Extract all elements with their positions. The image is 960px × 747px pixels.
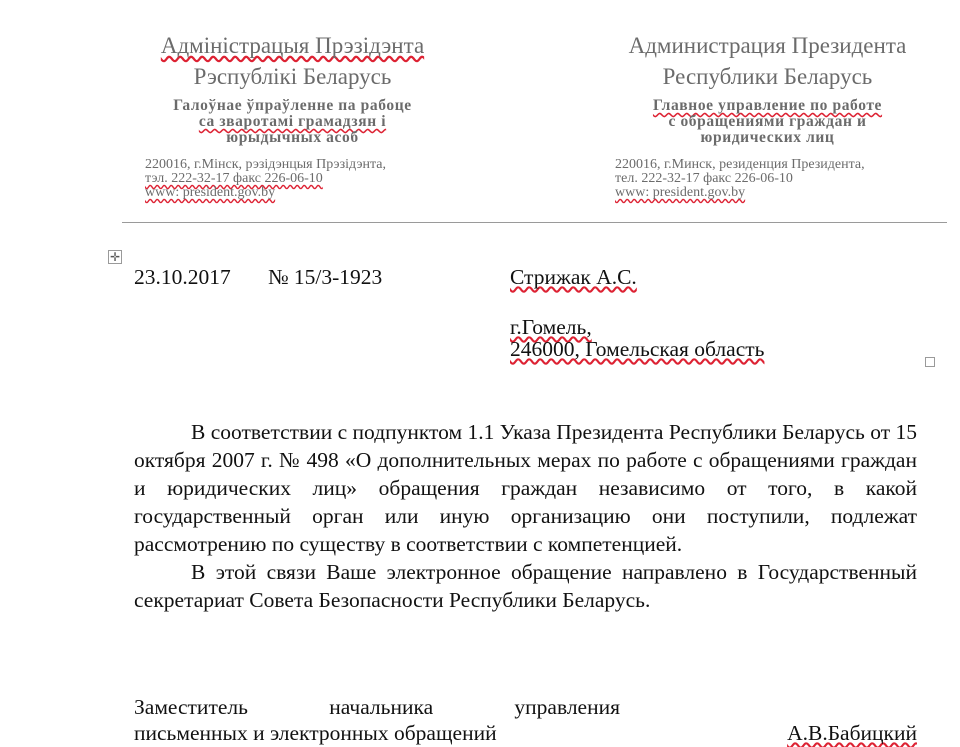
dept-name-by-line2: са зваротамі грамадзян і (198, 113, 387, 130)
org-name-ru-line2: Республики Беларусь (662, 64, 873, 89)
signature-row (134, 720, 917, 746)
dept-name-by-line1: Галоўнае ўпраўленне па рабоце (173, 97, 412, 114)
letter-body (134, 418, 917, 614)
address-ru-line3: www: president.gov.by (615, 185, 746, 200)
dept-name-ru (595, 98, 940, 146)
address-ru (595, 158, 940, 200)
address-ru-line2: тел. 222-32-17 факс 226-06-10 (615, 171, 793, 186)
address-by-line1: 220016, г.Мінск, рэзідэнцыя Прэзідэнта, (145, 157, 386, 172)
resize-handle-icon[interactable] (925, 357, 935, 367)
address-by-line2: тэл. 222-32-17 факс 226-06-10 (145, 171, 323, 186)
dept-name-ru-line1: Главное управление по работе (652, 97, 883, 114)
signatory-name: А.В.Бабицкий (787, 721, 917, 745)
address-by (120, 158, 465, 200)
dept-name-ru-line3: юридических лиц (700, 129, 835, 146)
letterhead (0, 0, 960, 230)
letter-number: № 15/3-1923 (268, 265, 383, 289)
letterhead-belarusian (120, 30, 465, 200)
signatory-position-line1: Заместитель начальника управления (134, 695, 620, 719)
dept-name-by-line3: юрыдычных асоб (226, 129, 359, 146)
letterhead-russian (595, 30, 940, 200)
org-name-by-line2: Рэспублікі Беларусь (193, 64, 392, 89)
recipient-city: г.Гомель, (510, 315, 592, 339)
dept-name-ru-line2: с обращениями граждан и (668, 113, 867, 130)
letterhead-divider (122, 222, 947, 223)
signature-block (134, 694, 917, 746)
address-ru-line1: 220016, г.Минск, резиденция Президента, (615, 157, 865, 172)
org-name-ru-line1: Администрация Президента (628, 33, 907, 58)
recipient-name: Стрижак А.С. (510, 265, 637, 289)
dept-name-by (120, 98, 465, 146)
recipient-postal: 246000, Гомельская область (510, 337, 765, 361)
body-paragraph-2: В этой связи Ваше электронное обращение направлено в Государственный секретариат Совета Безопасности Республики Беларусь. (134, 560, 917, 612)
org-name-by-line1: Адміністрацыя Прэзідэнта (160, 33, 425, 58)
letter-date: 23.10.2017 (134, 265, 231, 289)
move-handle-icon[interactable]: ✛ (109, 250, 121, 264)
signatory-position-line2: письменных и электронных обращений (134, 721, 497, 745)
address-by-line3: www: president.gov.by (145, 185, 276, 200)
body-paragraph-1: В соответствии с подпунктом 1.1 Указа Президента Республики Беларусь от 15 октября 2007 г. № 498 «О дополнительных мерах по работе с обращениями граждан и юридических лиц» обращения граждан независимо от того, в какой государственный орган или иную организацию они поступили, подлежат рассмотрению по существу в соответствии с компетенцией. (134, 420, 917, 556)
